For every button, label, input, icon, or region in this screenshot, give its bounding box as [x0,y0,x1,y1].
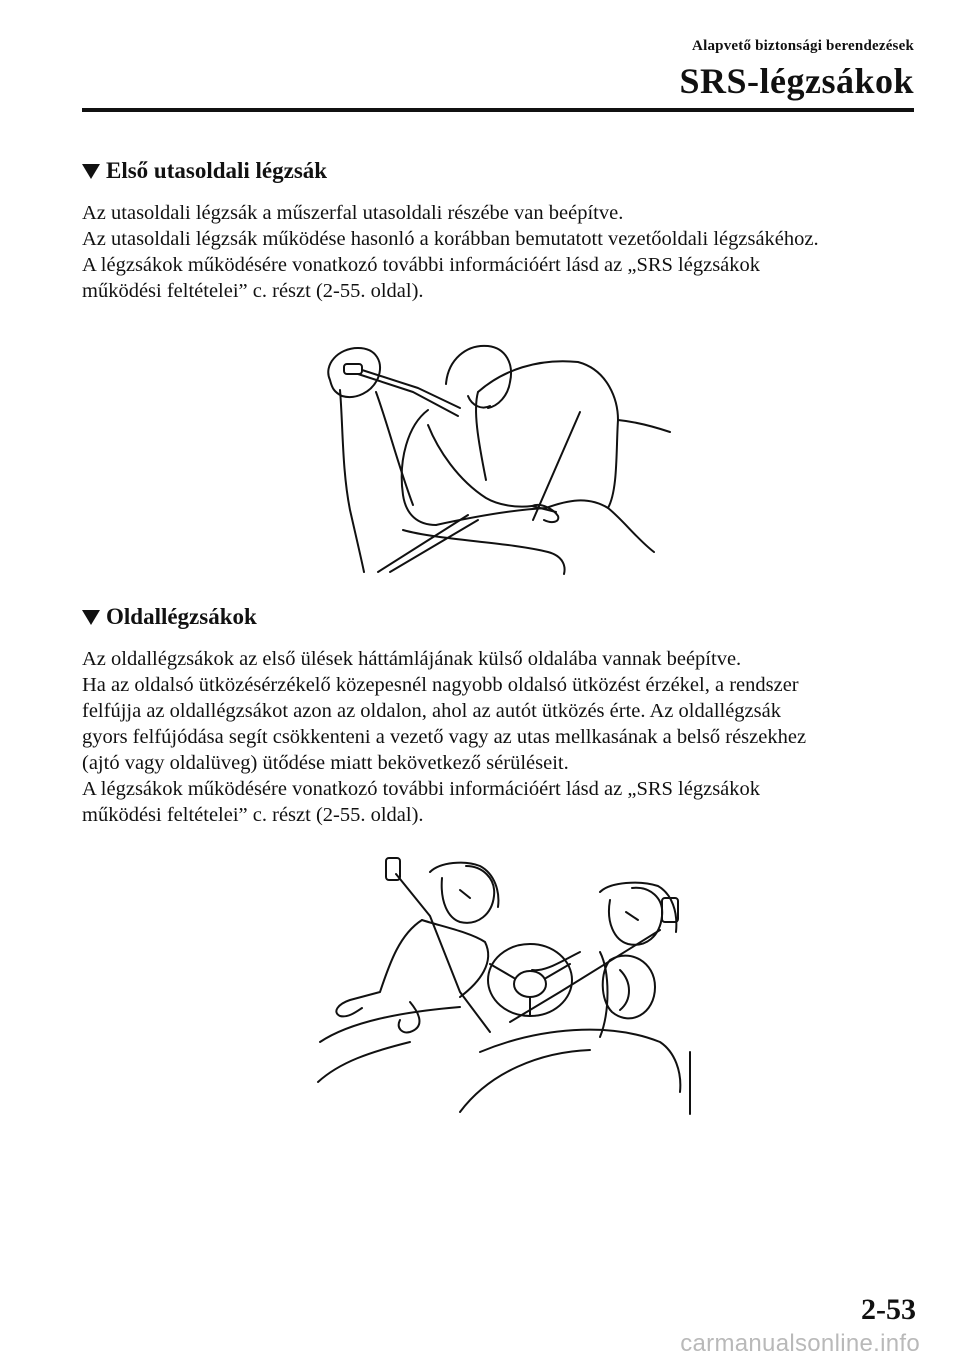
body-line: gyors felfújódása segít csökkenteni a vezető vagy az utas mellkasának a belső részekhez [82,726,807,748]
section-heading-front-passenger-airbag [82,158,327,184]
section-heading-text: Első utasoldali légzsák [106,158,328,183]
body-line: működési feltételei” c. részt (2-55. oldal). [82,280,424,302]
body-line: A légzsákok működésére vonatkozó további információért lásd az „SRS légzsákok [82,254,761,276]
section-heading-text: Oldallégzsákok [106,604,257,629]
page-number: 2-53 [861,1293,916,1326]
body-line: Az utasoldali légzsák működése hasonló a korábban bemutatott vezetőoldali légzsákéhoz. [82,228,819,250]
body-line: Az oldallégzsákok az első ülések háttámlájának külső oldalába vannak beépítve. [82,648,742,670]
watermark: carmanualsonline.info [680,1330,920,1357]
body-line: Ha az oldalsó ütközésérzékelő közepesnél nagyobb oldalsó ütközést érzékel, a rendszer [82,674,799,696]
body-line: A légzsákok működésére vonatkozó további információért lásd az „SRS légzsákok [82,778,761,800]
header-rule [82,108,914,112]
section-body-front-passenger-airbag [82,200,922,304]
section-heading-side-airbags [82,604,257,630]
side-airbag-illustration [310,852,700,1120]
body-line: Az utasoldali légzsák a műszerfal utasoldali részébe van beépítve. [82,202,624,224]
body-line: működési feltételei” c. részt (2-55. oldal). [82,804,424,826]
front-passenger-airbag-illustration [318,330,678,575]
page-title: SRS-légzsákok [679,61,914,101]
header-subtitle: Alapvető biztonsági berendezések [692,38,914,54]
section-body-side-airbags [82,646,922,828]
triangle-bullet-icon [82,164,100,179]
body-line: felfújja az oldallégzsákot azon az oldalon, ahol az autót ütközés érte. Az oldallégzsák [82,700,781,722]
triangle-bullet-icon [82,610,100,625]
body-line: (ajtó vagy oldalüveg) ütődése miatt bekövetkező sérüléseit. [82,752,569,774]
